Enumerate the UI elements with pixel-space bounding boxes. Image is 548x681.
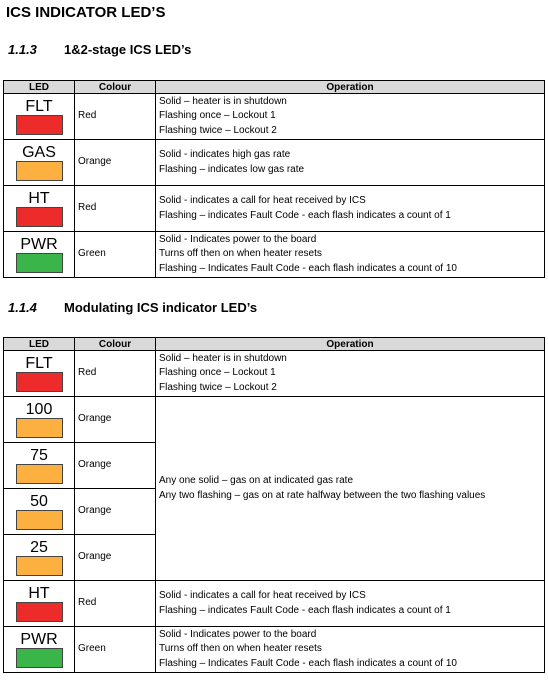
led-cell	[4, 140, 75, 186]
header-led: LED	[4, 338, 75, 351]
led-table-modulating	[3, 337, 545, 673]
section-heading-1-1-4	[8, 300, 257, 315]
operation-line: Solid – heater is in shutdown	[159, 352, 287, 364]
header-colour: Colour	[75, 81, 156, 94]
led-cell	[4, 397, 75, 443]
operation-line: Flashing once – Lockout 1	[159, 367, 276, 379]
header-led: LED	[4, 81, 75, 94]
section-heading-1-1-3	[8, 42, 191, 57]
section-title: Modulating ICS indicator LED’s	[64, 300, 258, 315]
colour-cell: Orange	[75, 140, 156, 186]
table-row	[4, 232, 545, 278]
led-label: 75	[30, 447, 48, 464]
colour-cell: Red	[75, 351, 156, 397]
header-operation: Operation	[156, 81, 545, 94]
led-cell	[4, 232, 75, 278]
operation-cell	[156, 581, 545, 627]
table-row	[4, 351, 545, 397]
operation-line: Solid - indicates high gas rate	[159, 149, 291, 160]
header-colour: Colour	[75, 338, 156, 351]
operation-line: Flashing – Indicates Fault Code - each flash indicates a count of 10	[159, 262, 457, 274]
colour-cell: Green	[75, 232, 156, 278]
led-swatch	[16, 464, 63, 484]
led-label: 100	[25, 401, 53, 418]
led-label: HT	[28, 190, 50, 207]
led-cell	[4, 186, 75, 232]
operation-line: Solid – heater is in shutdown	[159, 95, 287, 107]
led-swatch	[16, 253, 63, 273]
operation-cell	[156, 627, 545, 673]
led-cell	[4, 535, 75, 581]
colour-cell: Red	[75, 581, 156, 627]
led-label: PWR	[20, 631, 58, 648]
led-cell	[4, 94, 75, 140]
led-swatch	[16, 556, 63, 576]
led-label: FLT	[25, 355, 53, 372]
operation-cell	[156, 94, 545, 140]
operation-line: Flashing once – Lockout 1	[159, 110, 276, 122]
operation-line: Flashing – indicates Fault Code - each flash indicates a count of 1	[159, 604, 451, 616]
led-swatch	[16, 161, 63, 181]
led-swatch	[16, 510, 63, 530]
page-title: ICS INDICATOR LED’S	[6, 4, 166, 21]
colour-cell: Orange	[75, 489, 156, 535]
operation-line: Flashing twice – Lockout 2	[159, 124, 277, 136]
operation-cell	[156, 351, 545, 397]
colour-cell: Orange	[75, 397, 156, 443]
table-row	[4, 627, 545, 673]
led-label: PWR	[20, 236, 58, 253]
colour-cell: Orange	[75, 443, 156, 489]
operation-line: Any two flashing – gas on at rate halfway between the two flashing values	[159, 489, 486, 501]
led-label: 25	[30, 539, 48, 556]
colour-cell: Red	[75, 94, 156, 140]
led-table-1-2-stage	[3, 80, 545, 278]
led-swatch	[16, 648, 63, 668]
led-swatch	[16, 418, 63, 438]
led-cell	[4, 627, 75, 673]
led-label: GAS	[22, 144, 56, 161]
gas-rate-operation-cell	[156, 397, 545, 581]
table-row	[4, 581, 545, 627]
colour-cell: Orange	[75, 535, 156, 581]
operation-line: Flashing – indicates low gas rate	[159, 163, 305, 175]
operation-line: Flashing – indicates Fault Code - each flash indicates a count of 1	[159, 209, 451, 221]
led-label: HT	[28, 585, 50, 602]
header-operation: Operation	[156, 338, 545, 351]
led-label: 50	[30, 493, 48, 510]
table-row	[4, 397, 545, 443]
table-row	[4, 140, 545, 186]
led-cell	[4, 351, 75, 397]
operation-line: Solid - Indicates power to the board	[159, 233, 317, 245]
led-swatch	[16, 207, 63, 227]
operation-line: Turns off then on when heater resets	[159, 643, 322, 655]
table-row	[4, 186, 545, 232]
led-cell	[4, 581, 75, 627]
operation-cell	[156, 186, 545, 232]
table-row	[4, 94, 545, 140]
operation-cell	[156, 232, 545, 278]
led-cell	[4, 489, 75, 535]
led-label: FLT	[25, 98, 53, 115]
led-swatch	[16, 602, 63, 622]
operation-line: Solid - indicates a call for heat received by ICS	[159, 195, 366, 206]
section-number: 1.1.3	[8, 42, 37, 57]
section-number: 1.1.4	[8, 300, 37, 315]
operation-line: Flashing – Indicates Fault Code - each flash indicates a count of 10	[159, 657, 457, 669]
operation-line: Solid - Indicates power to the board	[159, 628, 317, 640]
colour-cell: Green	[75, 627, 156, 673]
operation-line: Any one solid – gas on at indicated gas rate	[159, 475, 354, 486]
led-cell	[4, 443, 75, 489]
colour-cell: Red	[75, 186, 156, 232]
led-swatch	[16, 372, 63, 392]
led-swatch	[16, 115, 63, 135]
operation-line: Solid - indicates a call for heat received by ICS	[159, 590, 366, 601]
operation-cell	[156, 140, 545, 186]
section-title: 1&2-stage ICS LED’s	[64, 42, 192, 57]
operation-line: Flashing twice – Lockout 2	[159, 381, 277, 393]
operation-line: Turns off then on when heater resets	[159, 248, 322, 260]
